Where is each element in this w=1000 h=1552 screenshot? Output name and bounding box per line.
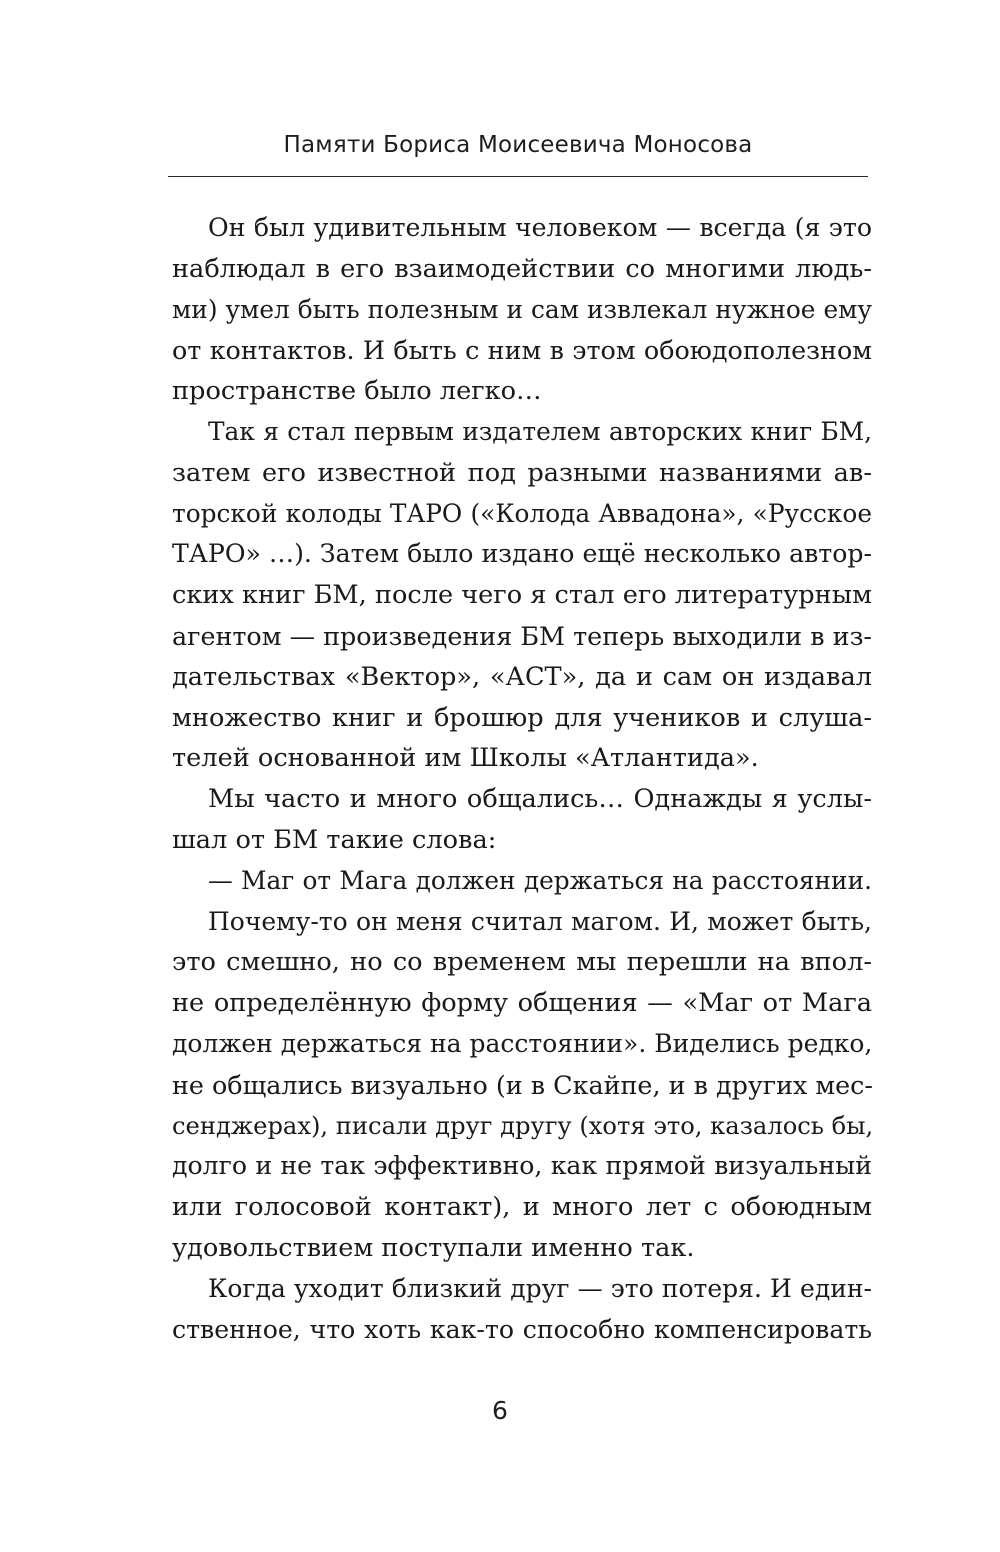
text-line: удовольствием поступали именно так. [172, 1232, 695, 1263]
text-line: ТАРО» …). Затем было издано ещё несколько автор- [172, 539, 872, 569]
text-line: затем его известной под разными названиями ав- [172, 457, 872, 488]
text-line: долго и не так эффективно, как прямой визуальный [172, 1151, 872, 1181]
text-line: множество книг и брошюр для учеников и слуша- [172, 702, 872, 733]
text-line: или голосовой контакт), и много лет с обоюдным [172, 1192, 872, 1223]
text-line: дательствах «Вектор», «АСТ», да и сам он издавал [172, 661, 872, 692]
paragraph [172, 861, 872, 902]
text-line: не определённую форму общения — «Маг от Мага [172, 988, 872, 1019]
text-line: агентом — произведения БМ теперь выходили в из- [172, 620, 872, 651]
paragraph [172, 208, 872, 412]
text-line: сенджерах), писали друг другу (хотя это, казалось бы, [172, 1111, 874, 1140]
paragraph [172, 1269, 872, 1351]
text-line: Почему-то он меня считал магом. И, может быть, [208, 906, 872, 936]
text-line: должен держаться на расстоянии». Виделись редко, [172, 1028, 873, 1058]
text-line: — Маг от Мага должен держаться на расстоянии. [208, 865, 872, 895]
text-line: пространстве было легко… [172, 376, 542, 407]
body-text [172, 208, 872, 1350]
text-line: от контактов. И быть с ним в этом обоюдополезном [172, 335, 872, 366]
text-line: телей основанной им Школы «Атлантида». [172, 743, 759, 774]
text-line: торской колоды ТАРО («Колода Аввадона», «Русское [172, 498, 872, 528]
text-line: Так я стал первым издателем авторских книг БМ, [208, 416, 872, 446]
text-line: ских книг БМ, после чего я стал его литературным [172, 580, 872, 611]
text-line: Он был удивительным человеком — всегда (я это [208, 213, 872, 242]
text-line: ми) умел быть полезным и сам извлекал нужное ему [172, 294, 872, 324]
text-line: Мы часто и много общались… Однажды я услы- [208, 784, 872, 815]
text-line: Когда уходит близкий друг — это потеря. И един- [208, 1273, 872, 1303]
text-line: шал от БМ такие слова: [172, 824, 497, 855]
paragraph [172, 779, 872, 861]
page-number: 6 [492, 1396, 508, 1425]
text-line: это смешно, но со временем мы перешли на впол- [172, 947, 872, 978]
paragraph [172, 902, 872, 1269]
running-head-title: Памяти Бориса Моисеевича Моносова [283, 132, 753, 158]
text-line: наблюдал в его взаимодействии со многими людь- [172, 253, 872, 284]
text-line: не общались визуально (и в Скайпе, и в других мес- [172, 1069, 873, 1100]
paragraph [172, 412, 872, 779]
text-line: ственное, что хоть как-то способно компенсировать [172, 1314, 872, 1344]
header-rule [168, 176, 868, 177]
